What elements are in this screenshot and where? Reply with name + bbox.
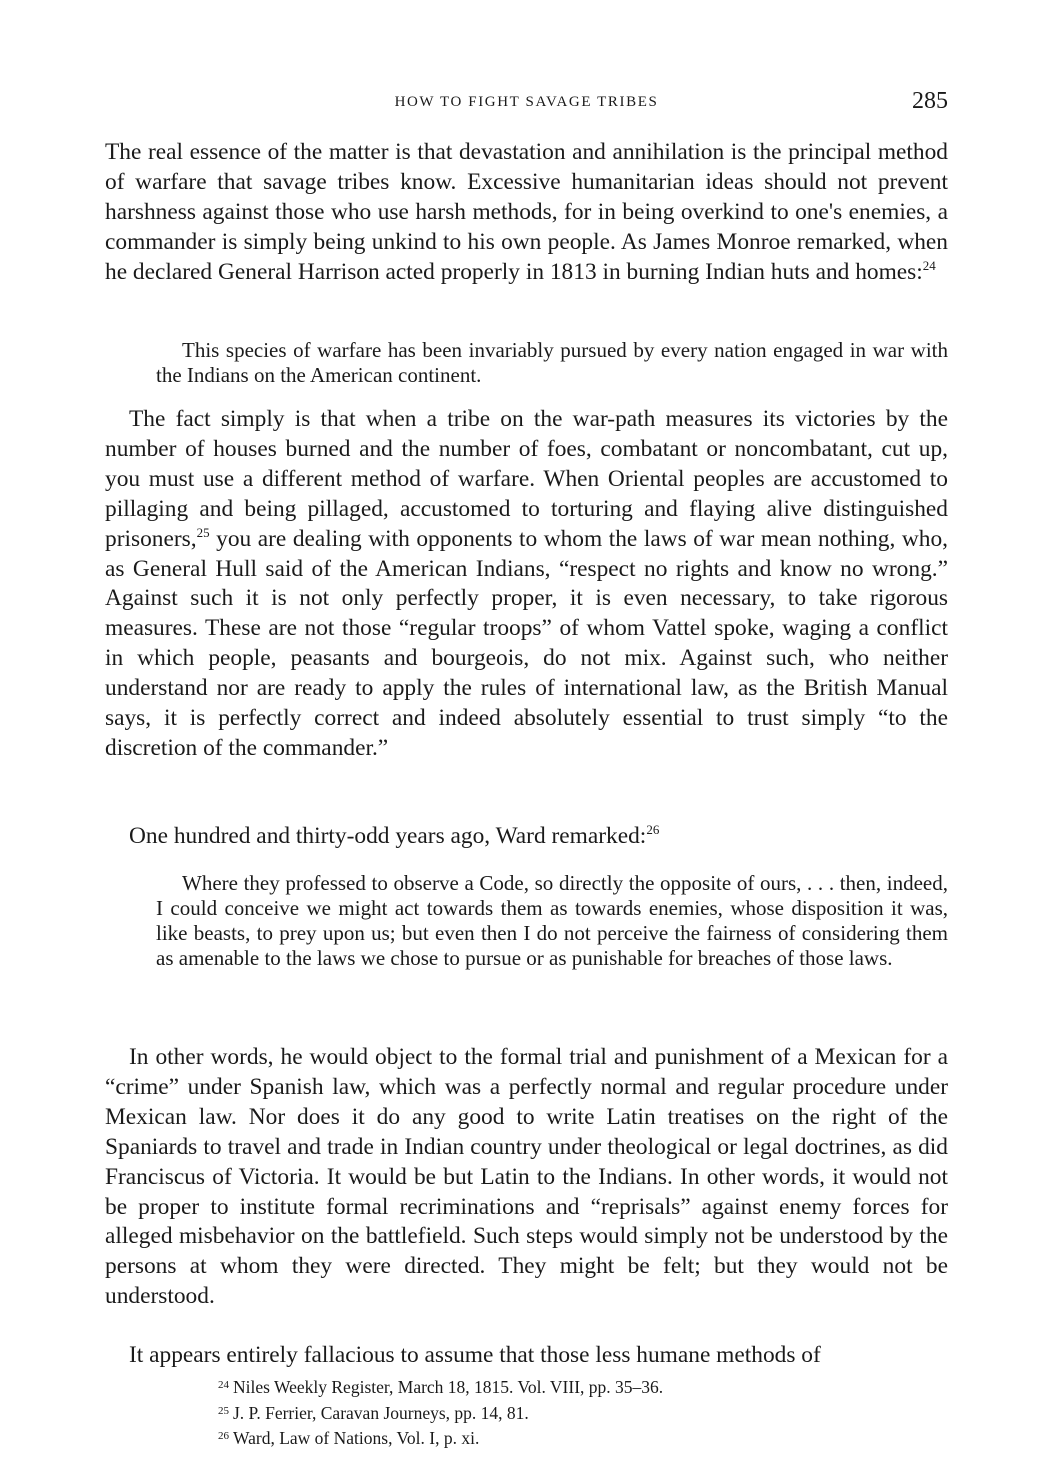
- running-title: HOW TO FIGHT SAVAGE TRIBES: [394, 94, 659, 110]
- footnote-number: 24: [218, 1379, 229, 1391]
- paragraph-5-text: It appears entirely fallacious to assume that those less humane methods of: [129, 1342, 821, 1368]
- paragraph-4: [105, 1043, 948, 1312]
- paragraph-2-text-a: The fact simply is that when a tribe on the war-path measures its victories by the number of houses burned and the number of foes, combatant or noncombatant, cut up, you must use a different method of warfare. When Oriental peoples are accustomed to pillaging and being pillaged, accustomed to torturing and flaying alive distinguished prisoners,: [105, 406, 948, 552]
- footnote-text: Ward, Law of Nations, Vol. I, p. xi.: [233, 1428, 480, 1448]
- paragraph-2-text-b: you are dealing with opponents to whom the laws of war mean nothing, who, as General Hull said of the American Indians, “respect no rights and know no wrong.” Against such it is not only perfectly proper, it is even necessary, to take rigorous measures. These are not those “regular troops” of whom Vattel spoke, waging a conflict in which people, peasants and bourgeois, do not mix. Against such, who neither understand nor are ready to apply the rules of international law, as the British Manual says, it is perfectly correct and indeed absolutely essential to trust simply “to the discretion of the commander.”: [105, 525, 948, 761]
- footnote-number: 25: [218, 1404, 229, 1417]
- page-number: 285: [912, 88, 948, 114]
- block-quote-1: [156, 338, 948, 388]
- paragraph-1-text: The real essence of the matter is that devastation and annihilation is the principal method of warfare that savage tribes know. Excessive humanitarian ideas should not prevent harshness against those who use harsh methods, for in being overkind to one's enemies, a commander is simply being unkind to his own people. As James Monroe remarked, when he declared General Harrison acted properly in 1813 in burning Indian huts and homes:: [105, 139, 948, 285]
- footnote-ref-26: 26: [646, 822, 660, 837]
- paragraph-3-text: One hundred and thirty-odd years ago, Ward remarked:: [129, 823, 647, 849]
- block-quote-2-text: Where they professed to observe a Code, so directly the opposite of ours, . . . then, indeed, I could conceive we might act towards them as towards enemies, whose disposition it was, like beasts, to prey upon us; but even then I do not perceive the fairness of considering them as amenable to the laws we chose to pursue or as punishable for breaches of those laws.: [156, 871, 948, 970]
- footnote-number: 26: [218, 1430, 229, 1442]
- footnotes: [218, 1374, 948, 1451]
- paragraph-4-text: In other words, he would object to the formal trial and punishment of a Mexican for a “crime” under Spanish law, which was a perfectly normal and regular procedure under Mexican law. Nor does it do any good to write Latin treatises on the right of the Spaniards to travel and trade in Indian country under theological or legal doctrines, as did Franciscus of Victoria. It would be but Latin to the Indians. In other words, it would not be proper to institute formal recriminations and “reprisals” against enemy forces for alleged misbehavior on the battlefield. Such steps would simply not be understood by the persons at whom they were directed. They might be felt; but they would not be understood.: [105, 1044, 948, 1310]
- footnote-ref-24: 24: [922, 257, 936, 273]
- footnote-26: [218, 1425, 948, 1451]
- running-head: [105, 88, 948, 118]
- footnote-ref-25: 25: [196, 524, 210, 540]
- footnote-text: J. P. Ferrier, Caravan Journeys, pp. 14, 81.: [233, 1402, 529, 1423]
- paragraph-3: [105, 822, 948, 852]
- block-quote-2: [156, 871, 948, 971]
- footnote-text: Niles Weekly Register, March 18, 1815. Vol. VIII, pp. 35–36.: [233, 1377, 664, 1397]
- paragraph-5: [105, 1341, 948, 1371]
- footnote-24: [218, 1374, 948, 1400]
- paragraph-1: [105, 138, 948, 288]
- block-quote-1-text: This species of warfare has been invariably pursued by every nation engaged in war with the Indians on the American continent.: [156, 338, 948, 387]
- footnote-25: [218, 1400, 948, 1426]
- paragraph-2: [105, 405, 948, 764]
